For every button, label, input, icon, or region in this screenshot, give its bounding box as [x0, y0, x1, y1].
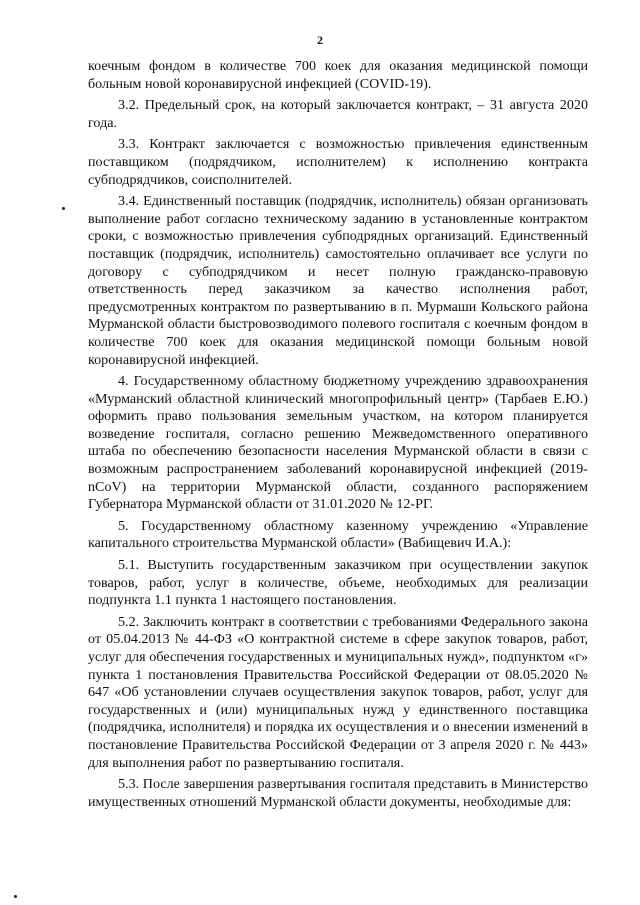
page-number: 2 — [317, 33, 323, 47]
document-body — [88, 58, 588, 815]
paragraph-3-2: 3.2. Предельный срок, на который заключается контракт, – 31 августа 2020 года. — [88, 97, 588, 131]
paragraph-5: 5. Государственному областному казенному учреждению «Управление капитального строительства Мурманской области» (Вабищевич И.А.): — [88, 517, 588, 552]
paragraph-3-4: 3.4. Единственный поставщик (подрядчик, исполнитель) обязан организовать выполнение работ согласно техническому заданию в установленные контрактом сроки, с возможностью привлечения субподрядных организаций. Единственный поставщик (подрядчик, исполнитель) самостоятельно оплачивает все услуги по договору с субподрядчиком и несет полную гражданско-правовую ответственность перед заказчиком за качество исполнения работ, предусмотренных контрактом по развертыванию в п. Мурмаши Кольского района Мурманской области быстровозводимого полевого госпиталя с коечным фондом в количестве 700 коек для оказания медицинской помощи больным новой коронавирусной инфекцией. — [88, 193, 588, 368]
paragraph-continuation: коечным фондом в количестве 700 коек для оказания медицинской помощи больным новой коронавирусной инфекцией (COVID-19). — [88, 58, 588, 92]
paragraph-5-2: 5.2. Заключить контракт в соответствии с требованиями Федерального закона от 05.04.2013 № 44-ФЗ «О контрактной системе в сфере закупок товаров, работ, услуг для обеспечения государственных и муниципальных нужд», подпунктом «г» пункта 1 постановления Правительства Российской Федерации от 08.05.2020 № 647 «Об установлении случаев осуществления закупок товаров, работ, услуг для государственных и (или) муниципальных нужд у единственного поставщика (подрядчика, исполнителя) и порядка их осуществления и о внесении изменений в постановление Правительства Российской Федерации от 3 апреля 2020 г. № 443» для выполнения работ по развертыванию госпиталя. — [88, 613, 588, 771]
scan-speck — [14, 895, 17, 898]
paragraph-3-3: 3.3. Контракт заключается с возможностью привлечения единственным поставщиком (подрядчиком, исполнителем) к исполнению контракта субподрядчиков, соисполнителей. — [88, 136, 588, 188]
scan-speck — [62, 207, 65, 210]
paragraph-5-3: 5.3. После завершения развертывания госпиталя представить в Министерство имущественных отношений Мурманской области документы, необходимые для: — [88, 776, 588, 810]
paragraph-5-1: 5.1. Выступить государственным заказчиком при осуществлении закупок товаров, работ, услуг в количестве, объеме, необходимых для реализации подпункта 1.1 пункта 1 настоящего постановления. — [88, 557, 588, 609]
paragraph-4: 4. Государственному областному бюджетному учреждению здравоохранения «Мурманский областной клинический многопрофильный центр» (Тарбаев Е.Ю.) оформить право пользования земельным участком, на котором планируется возведение госпиталя, согласно решению Межведомственного оперативного штаба по обеспечению безопасности населения Мурманской области в связи с возможным распространением заболеваний коронавирусной инфекцией (2019-nCoV) на территории Мурманской области, созданного распоряжением Губернатора Мурманской области от 31.01.2020 № 12-РГ. — [88, 373, 588, 513]
